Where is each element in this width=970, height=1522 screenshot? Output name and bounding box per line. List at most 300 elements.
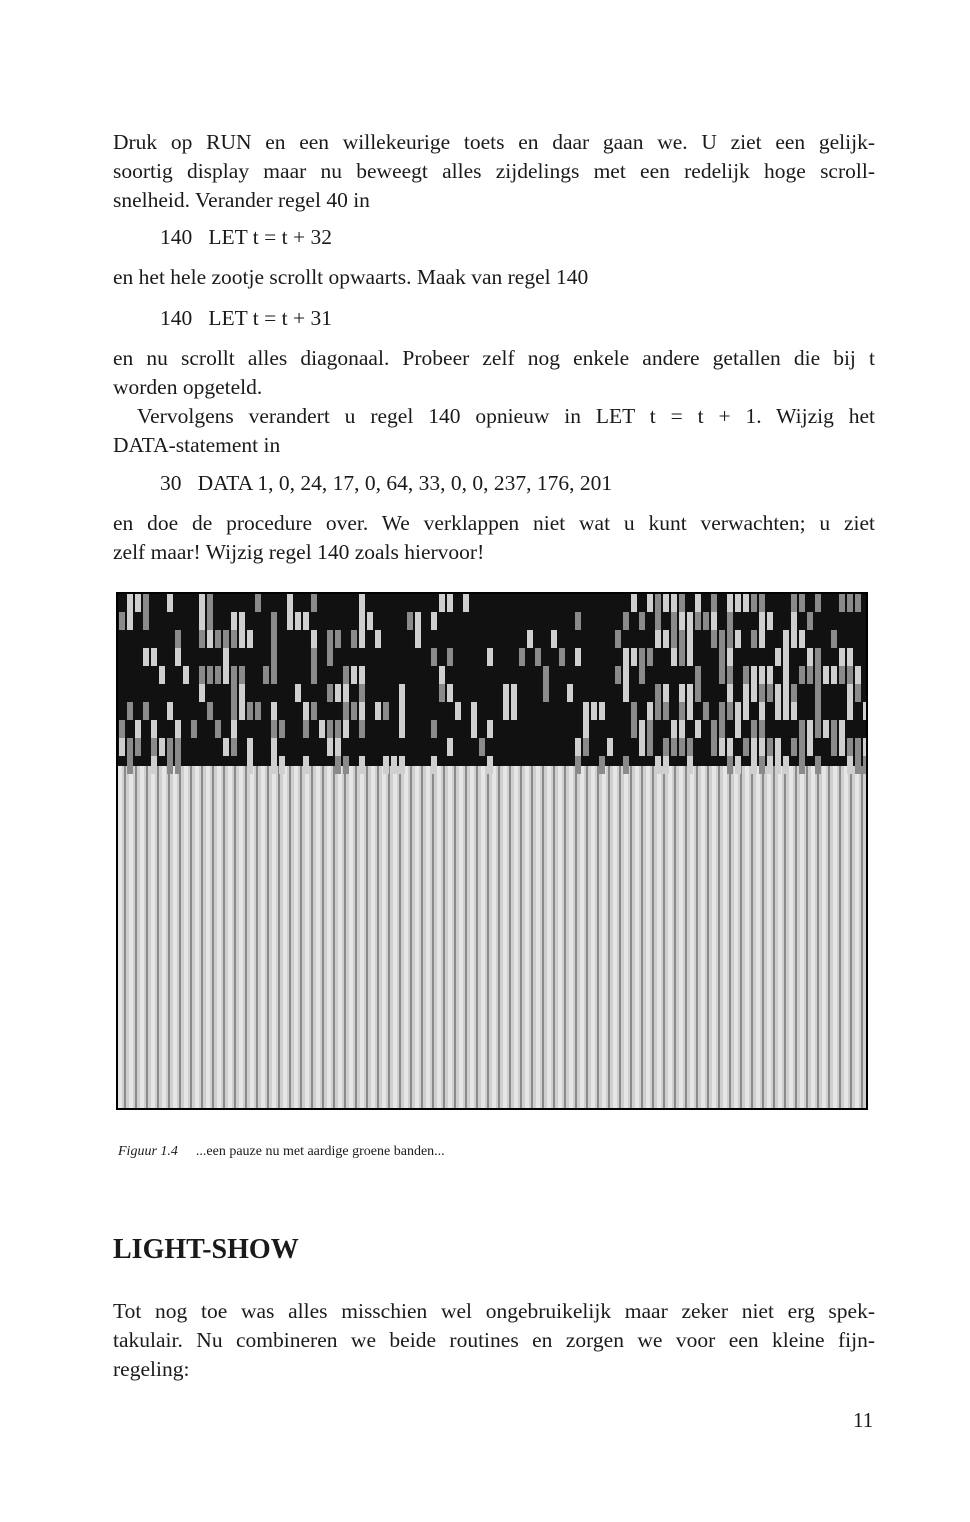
pattern-block [671,594,677,612]
band-stripe [135,766,137,1108]
page-number: 11 [853,1408,874,1432]
pattern-block [311,648,317,666]
pattern-block [271,756,277,774]
band-stripe [597,766,599,1108]
pattern-block [679,648,685,666]
band-stripe [146,766,148,1108]
band-stripe [646,766,650,1108]
pattern-block [167,702,173,720]
band-stripe [657,766,661,1108]
band-stripe [129,766,133,1108]
pattern-block [815,648,821,666]
pattern-block [119,738,125,756]
pattern-block [711,720,717,738]
band-stripe [393,766,397,1108]
pattern-block [287,594,293,612]
pattern-block [359,720,365,738]
pattern-block [751,720,757,738]
pattern-block [671,648,677,666]
pattern-block [759,756,765,774]
pattern-block [687,684,693,702]
pattern-block [751,594,757,612]
pattern-block [351,630,357,648]
band-stripe [179,766,181,1108]
code-line-data: 30 DATA 1, 0, 24, 17, 0, 64, 33, 0, 0, 237, 176, 201 [160,471,613,495]
pattern-block [815,684,821,702]
pattern-block [207,612,213,630]
pattern-block [735,594,741,612]
pattern-block [831,630,837,648]
figure-screen-pattern [116,592,868,1110]
pattern-block [855,666,861,684]
band-stripe [575,766,577,1108]
pattern-block [439,666,445,684]
pattern-block [231,738,237,756]
pattern-block [327,684,333,702]
pattern-block [639,738,645,756]
pattern-block [623,756,629,774]
pattern-block [439,684,445,702]
band-stripe [542,766,544,1108]
pattern-block [815,594,821,612]
pattern-block [687,648,693,666]
band-stripe [663,766,665,1108]
text-line: en doe de procedure over. We verklappen niet wat u kunt verwachten; u ziet [113,511,875,535]
pattern-block [335,684,341,702]
band-stripe [817,766,819,1108]
pattern-block [359,612,365,630]
band-stripe [800,766,804,1108]
pattern-block [791,630,797,648]
pattern-block [759,666,765,684]
pattern-block [807,738,813,756]
pattern-block [735,720,741,738]
pattern-block [775,702,781,720]
pattern-block [631,702,637,720]
band-stripe [828,766,830,1108]
band-stripe [641,766,643,1108]
pattern-block [767,684,773,702]
band-stripe [124,766,126,1108]
band-stripe [245,766,247,1108]
pattern-block [863,702,866,720]
pattern-block [143,648,149,666]
pattern-block [727,648,733,666]
paragraph-scroll-up [113,263,875,292]
pattern-block [487,720,493,738]
band-stripe [140,766,144,1108]
pattern-block [231,666,237,684]
band-stripe [635,766,639,1108]
band-stripe [162,766,166,1108]
pattern-block [623,666,629,684]
band-stripe [855,766,859,1108]
pattern-block [847,756,853,774]
text-line: takulair. Nu combineren we beide routines en zorgen we voor een kleine fijn- [113,1328,875,1352]
pattern-block [759,702,765,720]
band-stripe [613,766,617,1108]
pattern-block [551,630,557,648]
band-stripe [707,766,709,1108]
pattern-block [327,720,333,738]
pattern-block [303,756,309,774]
pattern-block [727,684,733,702]
pattern-block [295,684,301,702]
band-stripe [415,766,419,1108]
text-line: en nu scrollt alles diagonaal. Probeer zelf nog enkele andere getallen die bij t [113,346,875,370]
pattern-block [207,666,213,684]
pattern-block [327,630,333,648]
band-stripe [685,766,687,1108]
pattern-block [847,594,853,612]
band-stripe [327,766,331,1108]
pattern-block [687,612,693,630]
band-stripe [773,766,775,1108]
band-stripe [344,766,346,1108]
pattern-block [855,684,861,702]
pattern-block [839,720,845,738]
pattern-block [311,666,317,684]
pattern-block [719,630,725,648]
pattern-block [655,630,661,648]
pattern-block [655,612,661,630]
pattern-block [807,720,813,738]
pattern-block [863,738,866,756]
pattern-block [399,756,405,774]
band-stripe [404,766,408,1108]
pattern-block [727,594,733,612]
band-stripe [806,766,808,1108]
pattern-block [391,756,397,774]
pattern-block [407,612,413,630]
screen-pattern-graphic [118,594,866,1108]
pattern-block [119,612,125,630]
section-heading: LIGHT-SHOW [113,1234,299,1265]
pattern-block [487,756,493,774]
pattern-block [215,630,221,648]
band-stripe [118,766,122,1108]
pattern-block [167,594,173,612]
band-stripe [514,766,518,1108]
pattern-block [335,756,341,774]
pattern-block [199,684,205,702]
band-stripe [745,766,749,1108]
pattern-block [335,630,341,648]
pattern-block [199,594,205,612]
pattern-block [839,666,845,684]
pattern-block [375,630,381,648]
pattern-block [759,684,765,702]
band-stripe [157,766,159,1108]
pattern-block [639,666,645,684]
pattern-block [719,666,725,684]
band-stripe [668,766,672,1108]
band-stripe [531,766,533,1108]
pattern-block [295,612,301,630]
band-stripe [690,766,694,1108]
pattern-block [199,666,205,684]
band-stripe [470,766,474,1108]
text-line: zelf maar! Wijzig regel 140 zoals hiervoor! [113,540,485,564]
pattern-block [783,648,789,666]
band-stripe [844,766,848,1108]
pattern-block [751,684,757,702]
pattern-block [623,684,629,702]
pattern-block [343,684,349,702]
band-stripe [410,766,412,1108]
band-stripe [377,766,379,1108]
pattern-block [143,702,149,720]
pattern-block [791,738,797,756]
pattern-block [631,648,637,666]
pattern-block [647,594,653,612]
pattern-block [351,666,357,684]
text-line: DATA-statement in [113,433,281,457]
pattern-block [519,648,525,666]
pattern-block [663,702,669,720]
pattern-block [751,630,757,648]
pattern-block [239,702,245,720]
pattern-block [711,630,717,648]
pattern-block [791,612,797,630]
pattern-block [719,738,725,756]
pattern-block [215,720,221,738]
pattern-block [535,648,541,666]
band-stripe [388,766,390,1108]
pattern-block [127,756,133,774]
band-stripe [195,766,199,1108]
pattern-block [447,738,453,756]
pattern-block [815,720,821,738]
text-line: Druk op RUN en een willekeurige toets en daar gaan we. U ziet een gelijk- [113,130,875,154]
pattern-block [319,720,325,738]
pattern-block [167,756,173,774]
pattern-block [759,630,765,648]
pattern-block [279,720,285,738]
pattern-block [847,666,853,684]
band-stripe [311,766,313,1108]
band-stripe [487,766,489,1108]
band-stripe [206,766,210,1108]
text-line: soortig display maar nu beweegt alles zijdelings met een redelijk hoge scroll- [113,159,875,183]
pattern-block [663,756,669,774]
band-stripe [696,766,698,1108]
pattern-block [343,720,349,738]
pattern-block [247,630,253,648]
pattern-block [431,720,437,738]
pattern-block [511,702,517,720]
pattern-block [431,648,437,666]
pattern-block [783,702,789,720]
text-line: regeling: [113,1357,190,1381]
band-stripe [608,766,610,1108]
band-stripe [652,766,654,1108]
band-stripe [509,766,511,1108]
pattern-block [231,684,237,702]
band-stripe [355,766,357,1108]
pattern-block [623,612,629,630]
band-stripe [569,766,573,1108]
pattern-block [127,738,133,756]
band-stripe [701,766,705,1108]
band-stripe [465,766,467,1108]
pattern-block [231,702,237,720]
band-stripe [498,766,500,1108]
band-stripe [448,766,452,1108]
pattern-block [471,702,477,720]
pattern-block [383,756,389,774]
band-stripe [168,766,170,1108]
pattern-block [199,612,205,630]
pattern-block [167,738,173,756]
pattern-block [399,702,405,720]
band-stripe [718,766,720,1108]
band-stripe [630,766,632,1108]
band-stripe [861,766,863,1108]
pattern-block [799,756,805,774]
pattern-block [247,702,253,720]
pattern-block [799,738,805,756]
pattern-block [399,720,405,738]
pattern-block [679,594,685,612]
pattern-block [679,612,685,630]
pattern-block [575,612,581,630]
pattern-block [719,720,725,738]
pattern-block [775,756,781,774]
band-stripe [338,766,342,1108]
code-line-let-32: 140 LET t = t + 32 [160,225,332,249]
pattern-block [191,720,197,738]
pattern-block [311,630,317,648]
pattern-block [807,648,813,666]
band-stripe [624,766,628,1108]
pattern-block [703,702,709,720]
pattern-block [271,648,277,666]
pattern-block [735,756,741,774]
band-stripe [602,766,606,1108]
pattern-block [359,630,365,648]
band-stripe [558,766,562,1108]
pattern-block [223,630,229,648]
pattern-block [775,738,781,756]
paragraph-light-show [113,1297,875,1384]
pattern-block [839,648,845,666]
pattern-block [687,630,693,648]
pattern-block [655,756,661,774]
pattern-block [743,702,749,720]
pattern-block [343,666,349,684]
pattern-block [783,630,789,648]
pattern-block [847,738,853,756]
band-stripe [778,766,782,1108]
pattern-block [415,630,421,648]
pattern-block [695,684,701,702]
pattern-block [631,594,637,612]
pattern-block [271,612,277,630]
pattern-block [543,666,549,684]
pattern-block [335,738,341,756]
pattern-block [447,648,453,666]
pattern-block [647,738,653,756]
pattern-block [711,738,717,756]
pattern-block [359,756,365,774]
pattern-block [151,738,157,756]
band-stripe [278,766,280,1108]
band-stripe [366,766,368,1108]
band-stripe [564,766,566,1108]
band-stripe [443,766,445,1108]
pattern-block [727,738,733,756]
pattern-block [207,702,213,720]
band-stripe [492,766,496,1108]
pattern-block [679,720,685,738]
pattern-block [655,702,661,720]
band-stripe [833,766,837,1108]
pattern-block [159,738,165,756]
pattern-block [855,738,861,756]
pattern-block [671,630,677,648]
pattern-block [695,666,701,684]
pattern-block [359,594,365,612]
band-stripe [811,766,815,1108]
band-stripe [399,766,401,1108]
band-stripe [322,766,324,1108]
pattern-block [239,612,245,630]
pattern-block [663,738,669,756]
pattern-block [815,702,821,720]
pattern-block [223,648,229,666]
pattern-block [359,702,365,720]
pattern-block [175,630,181,648]
band-stripe [459,766,463,1108]
pattern-block [559,648,565,666]
band-stripe [619,766,621,1108]
pattern-block [847,702,853,720]
pattern-block [863,756,866,774]
pattern-block [247,738,253,756]
pattern-block [327,648,333,666]
pattern-block [415,612,421,630]
text-line: Vervolgens verandert u regel 140 opnieuw in LET t = t + 1. Wijzig het [137,404,875,428]
band-stripe [294,766,298,1108]
pattern-block [487,648,493,666]
pattern-block [383,702,389,720]
pattern-block [647,720,653,738]
pattern-block [679,702,685,720]
band-stripe [250,766,254,1108]
pattern-block [575,756,581,774]
pattern-block [151,756,157,774]
band-stripe [712,766,716,1108]
pattern-block [663,594,669,612]
pattern-block [839,738,845,756]
pattern-block [759,720,765,738]
pattern-block [287,612,293,630]
band-stripe [591,766,595,1108]
pattern-block [767,738,773,756]
band-stripe [371,766,375,1108]
band-stripe [679,766,683,1108]
pattern-block [679,738,685,756]
pattern-block [207,630,213,648]
pattern-block [631,720,637,738]
pattern-block [271,720,277,738]
band-stripe [426,766,430,1108]
pattern-block [271,666,277,684]
pattern-block [639,720,645,738]
pattern-block [743,738,749,756]
pattern-block [543,684,549,702]
